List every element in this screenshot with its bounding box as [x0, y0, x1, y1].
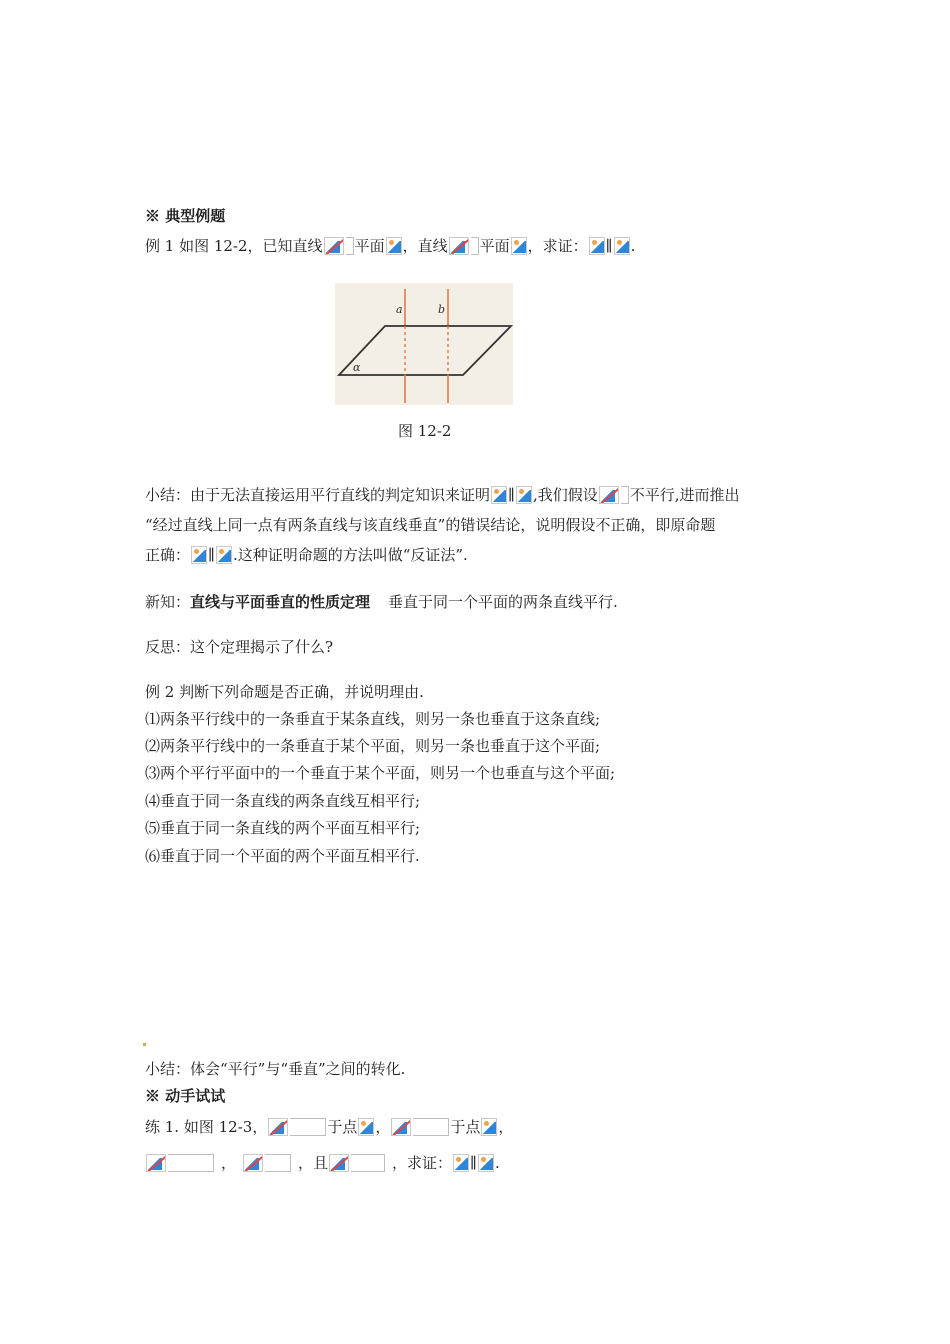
new-knowledge-label: 新知：	[145, 593, 191, 611]
formula-image-icon	[243, 1154, 263, 1172]
formula-image-icon	[351, 1154, 385, 1172]
example-1-text-3: ，直线	[402, 237, 448, 255]
formula-image-icon	[265, 1154, 291, 1172]
parallel-symbol: ∥	[508, 486, 515, 504]
new-knowledge	[145, 591, 618, 613]
formula-image-icon	[621, 486, 629, 504]
figure-12-2	[335, 283, 513, 405]
formula-image-icon	[324, 237, 344, 255]
formula-image-icon	[216, 546, 232, 564]
summary-1-line-1	[145, 484, 740, 506]
formula-image-icon	[268, 1118, 288, 1136]
parallel-symbol: ∥	[470, 1154, 477, 1172]
summary-2: 小结：体会“平行”与“垂直”之间的转化.	[145, 1060, 406, 1078]
formula-image-icon	[358, 1118, 374, 1136]
example-2-item: ⑸垂直于同一条直线的两个平面互相平行;	[145, 819, 421, 837]
exercise-1-text-3: ，	[375, 1118, 391, 1136]
formula-image-icon	[471, 237, 479, 255]
figure-caption: 图 12-2	[398, 422, 452, 440]
exercise-1-text-8: ，求证：	[392, 1154, 453, 1172]
example-1-text-2: 平面	[354, 237, 385, 255]
plane-alpha	[339, 326, 511, 375]
summary-1-text-3: 不平行,进而推出	[629, 486, 740, 504]
example-2-item: ⑹垂直于同一个平面的两个平面互相平行.	[145, 847, 420, 865]
figure-12-2-drawing	[335, 283, 513, 405]
exercise-1-text-2: 于点	[327, 1118, 358, 1136]
exercise-1-line-1	[145, 1116, 513, 1138]
formula-image-icon	[599, 486, 619, 504]
formula-image-icon	[413, 1118, 449, 1136]
summary-1-text-1: 小结：由于无法直接运用平行直线的判定知识来证明	[145, 486, 491, 504]
stray-mark	[143, 1043, 146, 1046]
formula-image-icon	[168, 1154, 214, 1172]
label-b: b	[438, 303, 446, 316]
example-1-text-5: ，求证：	[527, 237, 588, 255]
formula-image-icon	[481, 1118, 497, 1136]
formula-image-icon	[329, 1154, 349, 1172]
label-a: a	[396, 303, 403, 316]
formula-image-icon	[589, 237, 605, 255]
exercise-1-text-1: 练 1. 如图 12-3，	[145, 1118, 268, 1136]
formula-image-icon	[290, 1118, 326, 1136]
summary-1-text-2: ,我们假设	[532, 486, 598, 504]
example-2-title: 例 2 判断下列命题是否正确，并说明理由.	[145, 683, 424, 701]
formula-image-icon	[453, 1154, 469, 1172]
reflection: 反思：这个定理揭示了什么?	[145, 638, 334, 656]
exercise-1-text-7: ，且	[298, 1154, 329, 1172]
parallel-symbol: ∥	[605, 237, 613, 255]
summary-1-text-4: 正确：	[145, 546, 191, 564]
exercise-1-text-4: 于点	[450, 1118, 481, 1136]
formula-image-icon	[478, 1154, 494, 1172]
summary-1-line-3	[145, 544, 468, 566]
example-2-item: ⑷垂直于同一条直线的两条直线互相平行;	[145, 792, 421, 810]
theorem-name: 直线与平面垂直的性质定理	[190, 593, 371, 611]
example-1-text-1: 例 1 如图 12-2，已知直线	[145, 237, 323, 255]
label-alpha: α	[353, 361, 361, 374]
example-2-item: ⑴两条平行线中的一条垂直于某条直线，则另一条也垂直于这条直线;	[145, 710, 601, 728]
formula-image-icon	[191, 546, 207, 564]
formula-image-icon	[386, 237, 402, 255]
formula-image-icon	[449, 237, 469, 255]
formula-image-icon	[491, 486, 507, 504]
example-2-item: ⑵两条平行线中的一条垂直于某个平面，则另一条也垂直于这个平面;	[145, 737, 601, 755]
example-2-item: ⑶两个平行平面中的一个垂直于某个平面，则另一个也垂直与这个平面;	[145, 764, 616, 782]
exercise-1-text-6: ，	[221, 1154, 237, 1172]
parallel-symbol: ∥	[208, 546, 215, 564]
example-1-statement	[145, 235, 635, 257]
formula-image-icon	[391, 1118, 411, 1136]
section-title-hands-on: ※ 动手试试	[145, 1087, 226, 1105]
section-title-typical-examples: ※ 典型例题	[145, 207, 226, 225]
theorem-content: 垂直于同一个平面的两条直线平行.	[388, 593, 618, 611]
formula-image-icon	[614, 237, 630, 255]
exercise-1-text-5: ，	[498, 1118, 514, 1136]
example-1-text-4: 平面	[479, 237, 510, 255]
formula-image-icon	[511, 237, 527, 255]
example-1-end: .	[630, 237, 636, 255]
summary-1-text-5: .这种证明命题的方法叫做“反证法”.	[232, 546, 468, 564]
formula-image-icon	[146, 1154, 166, 1172]
exercise-1-end: .	[494, 1154, 500, 1172]
summary-1-line-2: “经过直线上同一点有两条直线与该直线垂直”的错误结论，说明假设不正确，即原命题	[145, 516, 716, 534]
formula-image-icon	[346, 237, 354, 255]
exercise-1-line-2	[145, 1152, 500, 1174]
formula-image-icon	[516, 486, 532, 504]
